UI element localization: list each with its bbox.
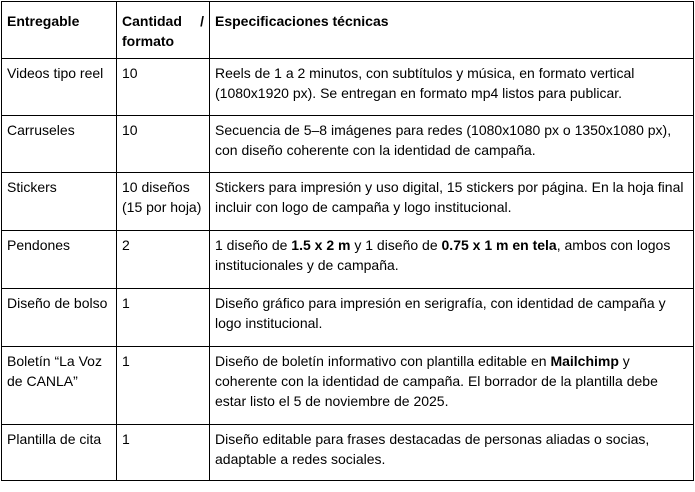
spec-bold-size: 0.75 x 1 m en tela [441, 237, 557, 253]
spec-text: y coherente con la identidad de campaña. El borrador de la plantilla debe estar listo el 5 de noviembre de 2025. [215, 353, 658, 409]
header-especificaciones: Especificaciones técnicas [210, 2, 694, 59]
header-cantidad-slash: / [200, 13, 204, 29]
table-row [2, 116, 694, 173]
spec-text: Diseño de boletín informativo con plantilla editable en [215, 353, 551, 369]
row-entregable: Carruseles [2, 116, 117, 173]
header-cantidad-word: Cantidad [122, 13, 182, 29]
header-cantidad-line1 [122, 11, 204, 31]
table-row [2, 231, 694, 289]
row-spec: Reels de 1 a 2 minutos, con subtítulos y música, en formato vertical (1080x1920 px). Se entregan en formato mp4 listos para publicar. [210, 59, 694, 116]
row-spec [210, 347, 694, 425]
row-cantidad: 2 [117, 231, 210, 289]
row-entregable: Diseño de bolso [2, 289, 117, 347]
row-spec: Diseño editable para frases destacadas de personas aliadas o socias, adaptable a redes sociales. [210, 425, 694, 481]
table-row [2, 347, 694, 425]
spec-bold-platform: Mailchimp [550, 353, 619, 369]
table-header-row [2, 2, 694, 59]
header-entregable: Entregable [2, 2, 117, 59]
spec-text: 1 diseño de [215, 237, 292, 253]
row-spec [210, 231, 694, 289]
header-cantidad-formato [117, 2, 210, 59]
row-cantidad: 1 [117, 347, 210, 425]
table-row [2, 289, 694, 347]
row-cantidad: 10 [117, 116, 210, 173]
deliverables-table [1, 1, 694, 481]
table-row [2, 425, 694, 481]
row-cantidad: 10 [117, 59, 210, 116]
row-entregable: Boletín “La Voz de CANLA” [2, 347, 117, 425]
row-entregable: Pendones [2, 231, 117, 289]
row-cantidad: 10 diseños (15 por hoja) [117, 173, 210, 231]
spec-bold-size: 1.5 x 2 m [291, 237, 351, 253]
spec-text: y 1 diseño de [350, 237, 442, 253]
row-cantidad: 1 [117, 425, 210, 481]
row-entregable: Videos tipo reel [2, 59, 117, 116]
table-row [2, 59, 694, 116]
header-formato-word: formato [122, 33, 175, 49]
table-row [2, 173, 694, 231]
row-spec: Secuencia de 5–8 imágenes para redes (1080x1080 px o 1350x1080 px), con diseño coherente con la identidad de campaña. [210, 116, 694, 173]
row-spec: Stickers para impresión y uso digital, 15 stickers por página. En la hoja final incluir con logo de campaña y logo institucional. [210, 173, 694, 231]
spec-text: , ambos con logos institucionales y de campaña. [215, 237, 671, 273]
row-entregable: Plantilla de cita [2, 425, 117, 481]
row-spec: Diseño gráfico para impresión en serigrafía, con identidad de campaña y logo institucional. [210, 289, 694, 347]
row-entregable: Stickers [2, 173, 117, 231]
row-cantidad: 1 [117, 289, 210, 347]
